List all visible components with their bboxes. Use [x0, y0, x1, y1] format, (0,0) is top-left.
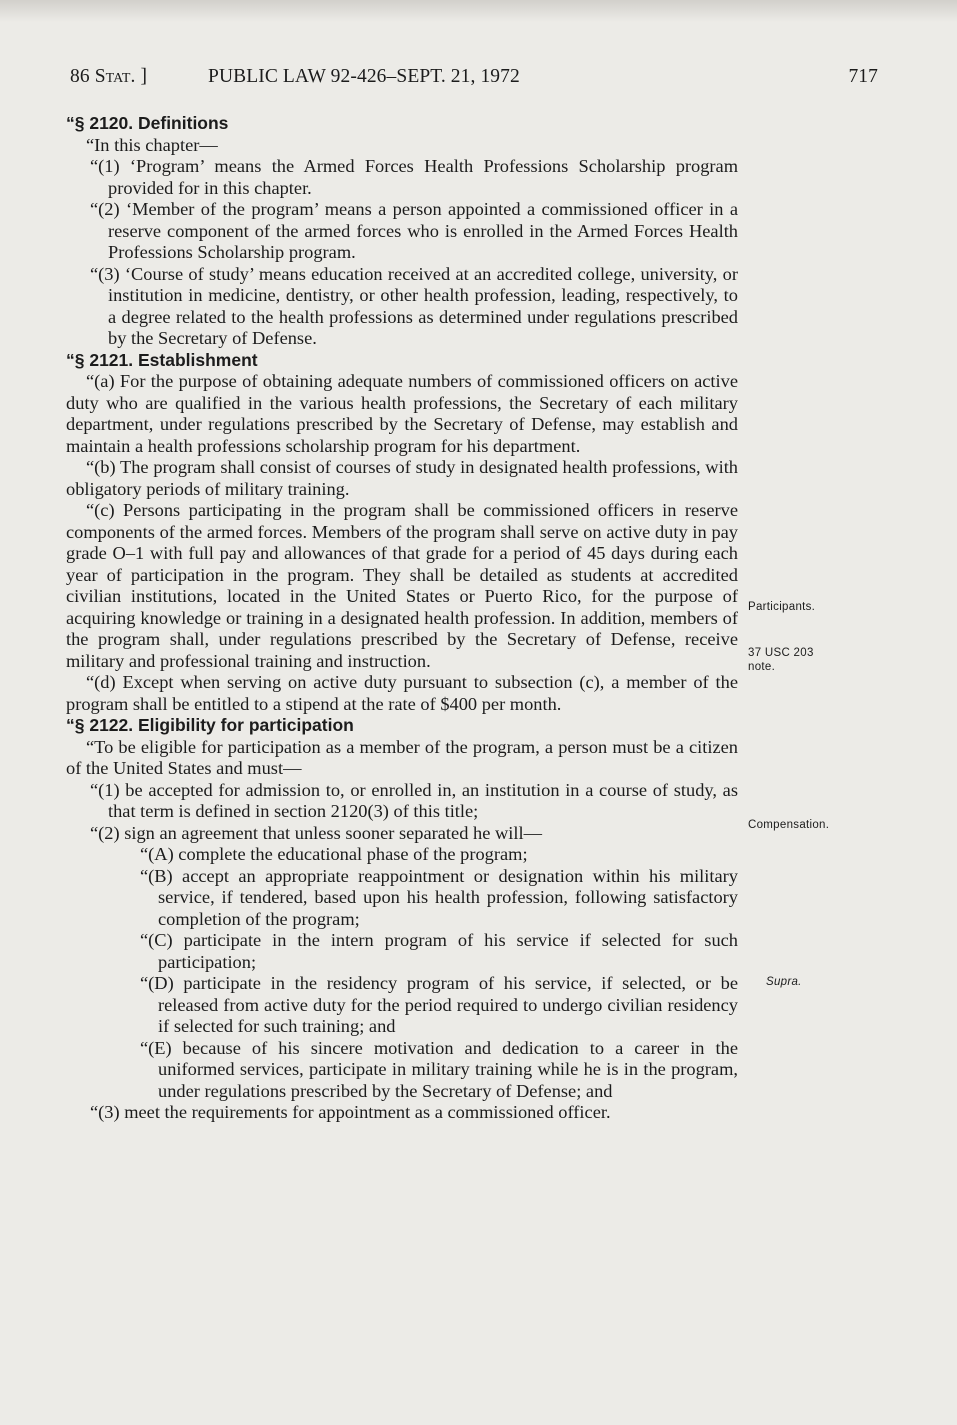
paragraph: “In this chapter—: [86, 134, 218, 155]
margin-note-compensation: Compensation.: [748, 819, 830, 831]
paragraph: “(c) Persons participating in the program shall be commissioned officers in reserve components of the armed forces. Members of the program shall serve on active duty in pay grade O–1 with full pay and allowances of that grade for a period of 45 days during each year of participation in the program. They shall be detailed as students at accredited civilian institutions, located in the United States or Puerto Rico, for the purpose of acquiring knowledge or training in a designated health profession. In addition, members of the program shall, under regulations prescribed by the Secretary of Defense, receive military and professional training and instruction.: [66, 500, 738, 671]
paragraph: “(b) The program shall consist of courses of study in designated health professions, with obligatory periods of military training.: [66, 457, 738, 499]
clause: “(1) be accepted for admission to, or enrolled in, an institution in a course of study, as that term is defined in section 2120(3) of this title;: [90, 779, 738, 821]
subclause: “(B) accept an appropriate reappointment or designation within his military service, if tendered, based upon his health profession, following satisfactory completion of the program;: [140, 865, 738, 929]
clause: “(3) meet the requirements for appointment as a commissioned officer.: [90, 1102, 611, 1122]
subclause: “(A) complete the educational phase of the program;: [140, 844, 528, 864]
paragraph: “(d) Except when serving on active duty pursuant to subsection (c), a member of the program shall be entitled to a stipend at the rate of $400 per month.: [66, 672, 738, 714]
section-heading: “§ 2120. Definitions: [66, 113, 229, 133]
margin-note-supra: Supra.: [766, 976, 802, 988]
section-heading: “§ 2122. Eligibility for participation: [66, 715, 354, 735]
clause: “(3) ‘Course of study’ means education received at an accredited college, university, or institution in medicine, dentistry, or other health profession, leading, respectively, to a degree related to the health professions as determined under regulations prescribed by the Secretary of Defense.: [90, 263, 738, 348]
margin-note-usc-reference: 37 USC 203 note.: [748, 647, 814, 673]
subclause: “(C) participate in the intern program of his service if selected for such participation;: [140, 930, 738, 972]
statute-reference: 86 Stat. ]: [70, 66, 148, 87]
page-header: [70, 66, 878, 96]
page-number: 717: [848, 66, 878, 87]
clause: “(2) sign an agreement that unless sooner separated he will—: [90, 822, 542, 843]
paragraph: “To be eligible for participation as a member of the program, a person must be a citizen of the United States and must—: [66, 736, 738, 778]
paragraph: “(a) For the purpose of obtaining adequate numbers of commissioned officers on active duty who are qualified in the various health professions, the Secretary of each military department, under regulations prescribed by the Secretary of Defense, may establish and maintain a health professions scholarship program for his department.: [66, 371, 738, 456]
section-heading: “§ 2121. Establishment: [66, 349, 258, 370]
clause: “(2) ‘Member of the program’ means a person appointed a commissioned officer in a reserve component of the armed forces who is enrolled in the Armed Forces Health Professions Scholarship program.: [90, 199, 738, 262]
statute-text: [66, 113, 738, 1124]
clause: “(1) ‘Program’ means the Armed Forces Health Professions Scholarship program provided for in this chapter.: [90, 156, 738, 198]
law-title: PUBLIC LAW 92-426–SEPT. 21, 1972: [208, 66, 520, 87]
subclause: “(D) participate in the residency program of his service, if selected, or be released from active duty for the period required to undergo civilian residency if selected for such training; and: [140, 973, 738, 1036]
subclause: “(E) because of his sincere motivation and dedication to a career in the uniformed services, participate in military training while he is in the program, under regulations prescribed by the Secretary of Defense; and: [140, 1037, 738, 1101]
scan-edge-shadow: [0, 0, 957, 22]
margin-note-participants: Participants.: [748, 601, 816, 613]
